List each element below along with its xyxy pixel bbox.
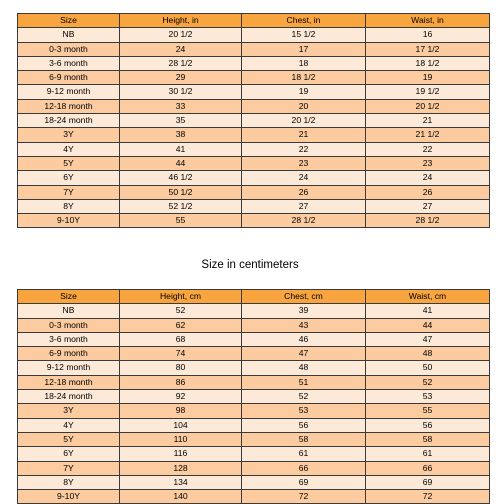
cell-size: 3Y [18,128,120,142]
cell-chest: 23 [242,156,366,170]
cell-height: 24 [120,42,242,56]
cell-height: 116 [120,447,242,461]
cell-waist: 21 1/2 [366,128,490,142]
cell-chest: 19 [242,85,366,99]
table-row [18,99,490,113]
cell-chest: 20 [242,99,366,113]
cell-chest: 17 [242,42,366,56]
cell-height: 55 [120,214,242,228]
cell-height: 140 [120,490,242,504]
cell-size: 0-3 month [18,42,120,56]
cell-waist: 18 1/2 [366,56,490,70]
cell-waist: 23 [366,156,490,170]
cell-size: 3Y [18,404,120,418]
cell-chest: 18 1/2 [242,71,366,85]
cell-chest: 46 [242,332,366,346]
cell-height: 28 1/2 [120,56,242,70]
cell-height: 68 [120,332,242,346]
size-table-centimeters [17,289,490,504]
table-row [18,490,490,504]
table-row [18,28,490,42]
cell-height: 128 [120,461,242,475]
cell-chest: 48 [242,361,366,375]
table-row [18,171,490,185]
cell-height: 30 1/2 [120,85,242,99]
cell-chest: 51 [242,375,366,389]
cell-waist: 19 1/2 [366,85,490,99]
cell-size: 8Y [18,475,120,489]
cell-height: 38 [120,128,242,142]
table-row [18,156,490,170]
cell-waist: 26 [366,185,490,199]
cell-height: 86 [120,375,242,389]
cell-chest: 15 1/2 [242,28,366,42]
table-row [18,447,490,461]
cell-chest: 21 [242,128,366,142]
cell-size: 18-24 month [18,390,120,404]
table-row [18,461,490,475]
cell-waist: 16 [366,28,490,42]
cell-waist: 21 [366,114,490,128]
cell-waist: 55 [366,404,490,418]
table-row [18,42,490,56]
cell-height: 98 [120,404,242,418]
cell-waist: 24 [366,171,490,185]
table-row [18,214,490,228]
cell-size: 3-6 month [18,332,120,346]
cell-chest: 20 1/2 [242,114,366,128]
cell-chest: 72 [242,490,366,504]
cell-size: 3-6 month [18,56,120,70]
table-row [18,114,490,128]
cell-size: 7Y [18,461,120,475]
cell-waist: 61 [366,447,490,461]
header-waist: Waist, cm [366,290,490,304]
cell-chest: 22 [242,142,366,156]
table-row [18,85,490,99]
table-row [18,390,490,404]
cell-height: 46 1/2 [120,171,242,185]
cell-waist: 53 [366,390,490,404]
section-title-centimeters: Size in centimeters [201,259,299,271]
cell-chest: 58 [242,432,366,446]
cell-size: 12-18 month [18,99,120,113]
cell-chest: 39 [242,304,366,318]
cell-size: 4Y [18,142,120,156]
cell-height: 29 [120,71,242,85]
table-row [18,475,490,489]
table-row [18,185,490,199]
header-waist: Waist, in [366,14,490,28]
header-size: Size [18,14,120,28]
cell-size: 5Y [18,156,120,170]
cell-chest: 43 [242,318,366,332]
cell-waist: 44 [366,318,490,332]
cell-size: 9-12 month [18,85,120,99]
cell-chest: 53 [242,404,366,418]
cell-height: 41 [120,142,242,156]
size-table-inches [17,13,490,228]
cell-height: 44 [120,156,242,170]
cell-waist: 41 [366,304,490,318]
cell-height: 74 [120,347,242,361]
cell-size: 9-10Y [18,490,120,504]
cell-waist: 50 [366,361,490,375]
table-row [18,332,490,346]
cell-height: 52 1/2 [120,199,242,213]
cell-waist: 27 [366,199,490,213]
cell-height: 104 [120,418,242,432]
table-row [18,347,490,361]
cell-waist: 19 [366,71,490,85]
cell-size: 6Y [18,447,120,461]
table-row [18,404,490,418]
table-row [18,432,490,446]
header-height: Height, cm [120,290,242,304]
table-row [18,375,490,389]
cell-chest: 52 [242,390,366,404]
cell-size: NB [18,28,120,42]
cell-chest: 66 [242,461,366,475]
cell-size: 9-12 month [18,361,120,375]
header-chest: Chest, in [242,14,366,28]
table-row [18,418,490,432]
cell-waist: 52 [366,375,490,389]
header-chest: Chest, cm [242,290,366,304]
table-row [18,199,490,213]
cell-chest: 56 [242,418,366,432]
table-row [18,304,490,318]
cell-waist: 58 [366,432,490,446]
table-row [18,142,490,156]
cell-chest: 47 [242,347,366,361]
table-row [18,71,490,85]
cell-waist: 47 [366,332,490,346]
cell-height: 33 [120,99,242,113]
cell-size: 9-10Y [18,214,120,228]
cell-waist: 17 1/2 [366,42,490,56]
cell-chest: 61 [242,447,366,461]
cell-waist: 28 1/2 [366,214,490,228]
cell-waist: 56 [366,418,490,432]
cell-chest: 26 [242,185,366,199]
cell-size: 7Y [18,185,120,199]
table-row [18,318,490,332]
cell-chest: 18 [242,56,366,70]
cell-size: 4Y [18,418,120,432]
table-header-row [18,14,490,28]
table-header-row [18,290,490,304]
cell-size: 5Y [18,432,120,446]
cell-size: 0-3 month [18,318,120,332]
cell-size: 8Y [18,199,120,213]
cell-waist: 48 [366,347,490,361]
table-row [18,56,490,70]
cell-height: 92 [120,390,242,404]
cell-size: 6-9 month [18,347,120,361]
cell-chest: 24 [242,171,366,185]
header-size: Size [18,290,120,304]
cell-size: 12-18 month [18,375,120,389]
cell-size: 18-24 month [18,114,120,128]
cell-waist: 22 [366,142,490,156]
cell-chest: 69 [242,475,366,489]
cell-chest: 28 1/2 [242,214,366,228]
header-height: Height, in [120,14,242,28]
cell-size: 6-9 month [18,71,120,85]
cell-height: 52 [120,304,242,318]
cell-waist: 72 [366,490,490,504]
cell-waist: 66 [366,461,490,475]
cell-height: 110 [120,432,242,446]
cell-height: 50 1/2 [120,185,242,199]
cell-size: NB [18,304,120,318]
cell-waist: 69 [366,475,490,489]
cell-height: 134 [120,475,242,489]
cell-chest: 27 [242,199,366,213]
cell-height: 20 1/2 [120,28,242,42]
cell-size: 6Y [18,171,120,185]
cell-height: 80 [120,361,242,375]
table-row [18,361,490,375]
cell-height: 35 [120,114,242,128]
cell-height: 62 [120,318,242,332]
cell-waist: 20 1/2 [366,99,490,113]
table-row [18,128,490,142]
